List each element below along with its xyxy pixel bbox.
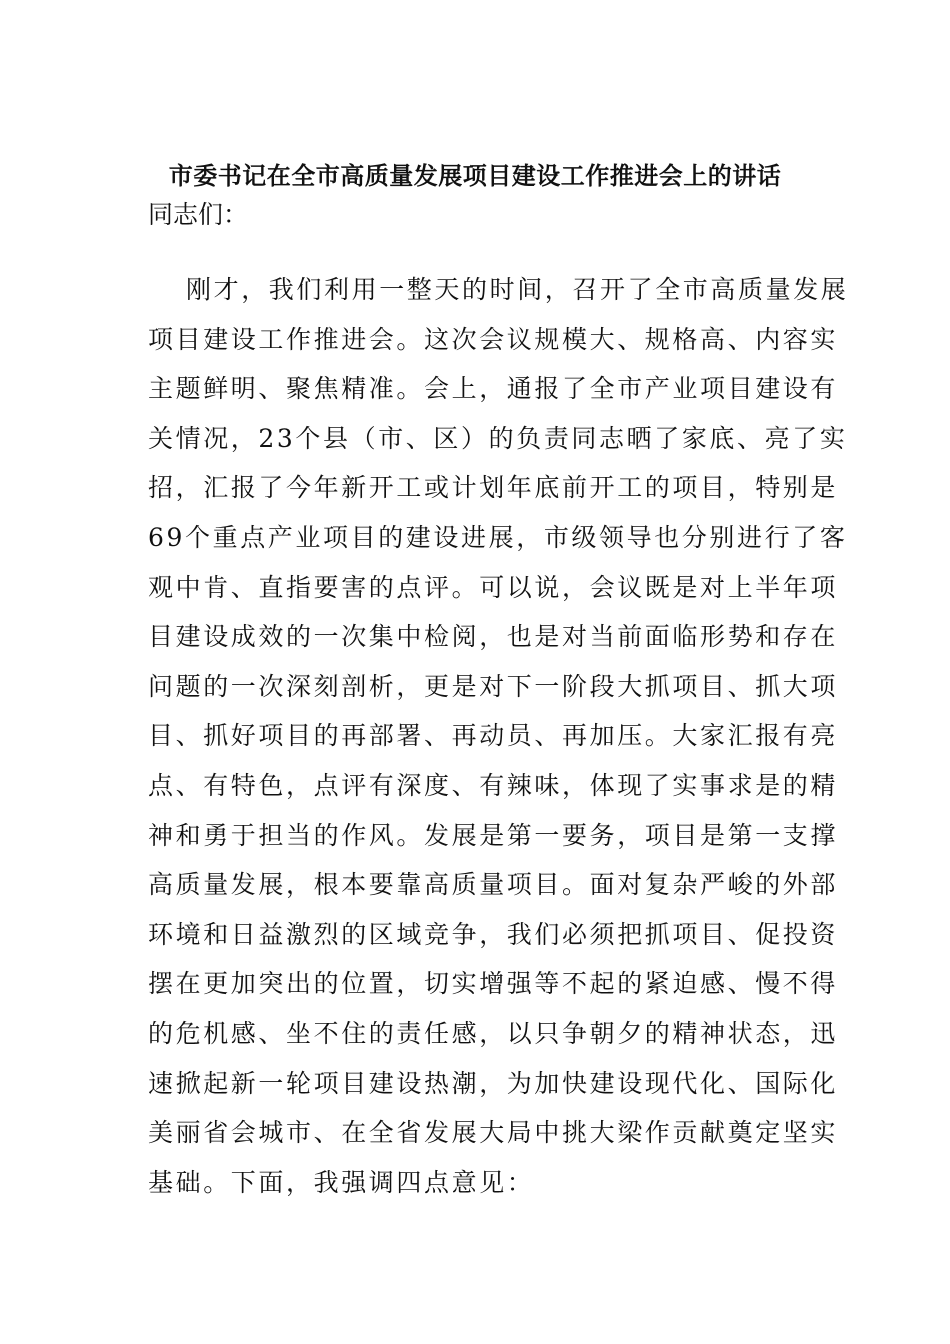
paragraph-line: 环境和日益激烈的区域竞争，我们必须把抓项目、促投资 (148, 919, 839, 949)
paragraph-line: 69个重点产业项目的建设进展，市级领导也分别进行了客 (148, 522, 848, 552)
paragraph-line: 关情况，23个县（市、区）的负责同志晒了家底、亮了实 (148, 423, 848, 453)
paragraph-line: 的危机感、坐不住的责任感，以只争朝夕的精神状态，迅 (148, 1018, 839, 1048)
paragraph-line: 刚才，我们利用一整天的时间，召开了全市高质量发展 (186, 275, 849, 304)
paragraph-line: 摆在更加突出的位置，切实增强等不起的紧迫感、慢不得 (148, 969, 839, 999)
paragraph-line: 招，汇报了今年新开工或计划年底前开工的项目，特别是 (148, 473, 839, 503)
paragraph-line: 问题的一次深刻剖析，更是对下一阶段大抓项目、抓大项 (148, 671, 839, 701)
paragraph-line: 高质量发展，根本要靠高质量项目。面对复杂严峻的外部 (148, 870, 839, 900)
paragraph-line: 速掀起新一轮项目建设热潮，为加快建设现代化、国际化 (148, 1068, 839, 1098)
body-paragraph (148, 265, 849, 1207)
paragraph-line: 观中肯、直指要害的点评。可以说，会议既是对上半年项 (148, 572, 839, 602)
paragraph-line: 美丽省会城市、在全省发展大局中挑大梁作贡献奠定坚实 (148, 1118, 839, 1148)
paragraph-line: 神和勇于担当的作风。发展是第一要务，项目是第一支撑 (148, 820, 839, 850)
paragraph-line: 点、有特色，点评有深度、有辣味，体现了实事求是的精 (148, 770, 839, 800)
paragraph-line: 目建设成效的一次集中检阅，也是对当前面临形势和存在 (148, 622, 839, 652)
document-title: 市委书记在全市高质量发展项目建设工作推进会上的讲话 (168, 161, 782, 190)
salutation: 同志们： (148, 200, 249, 229)
paragraph-line: 主题鲜明、聚焦精准。会上，通报了全市产业项目建设有 (148, 374, 839, 404)
paragraph-line: 目、抓好项目的再部署、再动员、再加压。大家汇报有亮 (148, 721, 839, 751)
paragraph-line: 基础。下面，我强调四点意见： (148, 1167, 535, 1197)
paragraph-line: 项目建设工作推进会。这次会议规模大、规格高、内容实 (148, 324, 839, 354)
